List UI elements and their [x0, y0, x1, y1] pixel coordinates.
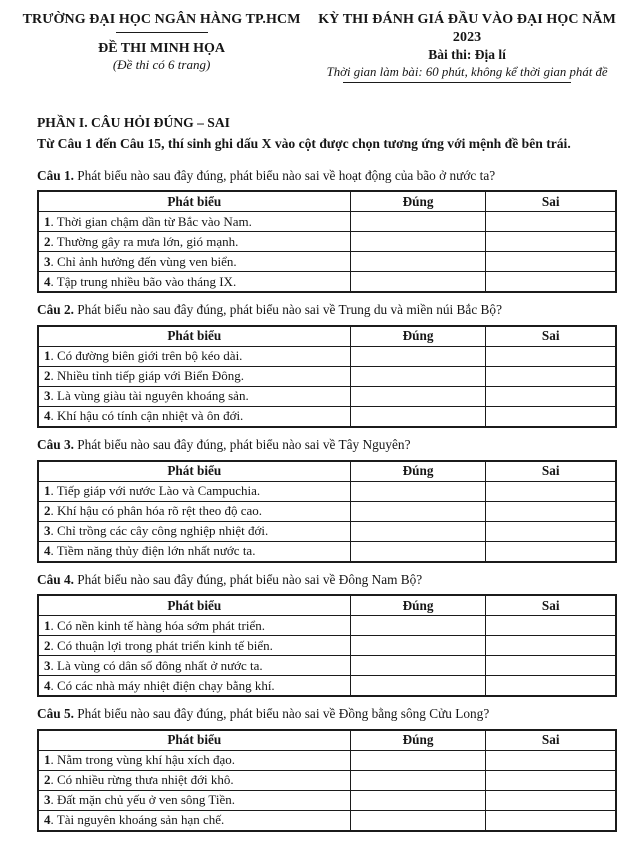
answer-cell-false[interactable]	[486, 387, 616, 407]
statement-text: . Tài nguyên khoáng sản hạn chế.	[50, 812, 225, 828]
statement-cell	[38, 810, 350, 831]
statement-text: . Thường gây ra mưa lớn, gió mạnh.	[50, 233, 239, 249]
statement-cell	[38, 541, 350, 562]
answer-cell-true[interactable]	[350, 367, 486, 387]
answer-cell-true[interactable]	[350, 790, 486, 810]
statement-number: 4	[44, 408, 51, 424]
header-right-block	[305, 11, 629, 83]
statement-row	[38, 501, 616, 521]
duration-underline	[343, 82, 571, 83]
question-1-title	[37, 168, 617, 185]
statement-row	[38, 212, 616, 232]
statement-row	[38, 770, 616, 790]
statement-row	[38, 616, 616, 636]
statement-text: . Chỉ ảnh hưởng đến vùng ven biển.	[50, 253, 237, 269]
statement-cell	[38, 790, 350, 810]
question-1-number: Câu 1.	[37, 167, 74, 183]
question-block-1	[37, 168, 617, 294]
question-3-title	[37, 437, 617, 454]
answer-cell-false[interactable]	[486, 770, 616, 790]
statement-number: 3	[44, 792, 51, 808]
part-heading: PHẦN I. CÂU HỎI ĐÚNG – SAI	[37, 114, 230, 130]
answer-cell-false[interactable]	[486, 252, 616, 272]
question-4-title	[37, 572, 617, 589]
statement-cell	[38, 232, 350, 252]
statement-text: . Có thuận lợi trong phát triển kinh tế biển.	[50, 637, 273, 653]
table-header-row	[38, 730, 616, 751]
school-name: TRƯỜNG ĐẠI HỌC NGÂN HÀNG TP.HCM	[22, 12, 301, 27]
true-column-header: Đúng	[350, 730, 486, 751]
statement-text: . Là vùng giàu tài nguyên khoáng sản.	[50, 388, 249, 404]
table-header-row	[38, 326, 616, 347]
answer-cell-true[interactable]	[350, 656, 486, 676]
answer-cell-true[interactable]	[350, 272, 486, 293]
answer-cell-true[interactable]	[350, 501, 486, 521]
statement-column-header: Phát biểu	[38, 595, 350, 616]
statement-text: . Chỉ trồng các cây công nghiệp nhiệt đới.	[50, 523, 269, 539]
statement-row	[38, 387, 616, 407]
statement-number: 3	[44, 388, 51, 404]
page-count-note: (Đề thi có 6 trang)	[112, 57, 211, 72]
table-header-row	[38, 191, 616, 212]
answer-cell-true[interactable]	[350, 387, 486, 407]
statement-cell	[38, 367, 350, 387]
answer-cell-true[interactable]	[350, 636, 486, 656]
true-column-header: Đúng	[350, 461, 486, 482]
statement-row	[38, 790, 616, 810]
answer-cell-true[interactable]	[350, 770, 486, 790]
answer-cell-true[interactable]	[350, 252, 486, 272]
true-column-header: Đúng	[350, 595, 486, 616]
statement-number: 1	[44, 348, 51, 364]
statement-row	[38, 481, 616, 501]
answer-cell-false[interactable]	[486, 232, 616, 252]
statement-text: . Là vùng có dân số đông nhất ở nước ta.	[50, 657, 263, 673]
false-column-header: Sai	[486, 595, 616, 616]
answer-cell-false[interactable]	[486, 676, 616, 697]
answer-cell-false[interactable]	[486, 790, 616, 810]
statement-cell	[38, 272, 350, 293]
statement-text: . Tiềm năng thủy điện lớn nhất nước ta.	[50, 543, 256, 559]
question-3-table	[37, 460, 617, 563]
statement-text: . Nằm trong vùng khí hậu xích đạo.	[50, 752, 235, 768]
question-4-table	[37, 594, 617, 697]
answer-cell-false[interactable]	[486, 750, 616, 770]
statement-number: 1	[44, 213, 51, 229]
question-block-3	[37, 437, 617, 563]
school-name-underline	[116, 32, 208, 33]
answer-cell-true[interactable]	[350, 541, 486, 562]
statement-cell	[38, 750, 350, 770]
question-4-text: Phát biểu nào sau đây đúng, phát biểu nào sai về Đông Nam Bộ?	[73, 571, 423, 587]
answer-cell-false[interactable]	[486, 501, 616, 521]
statement-row	[38, 676, 616, 697]
statement-cell	[38, 770, 350, 790]
answer-cell-true[interactable]	[350, 810, 486, 831]
statement-row	[38, 541, 616, 562]
statement-cell	[38, 212, 350, 232]
statement-row	[38, 252, 616, 272]
statement-number: 2	[44, 637, 51, 653]
statement-row	[38, 656, 616, 676]
exam-name: KỲ THI ĐÁNH GIÁ ĐẦU VÀO ĐẠI HỌC NĂM 2023	[318, 12, 616, 45]
statement-text: . Thời gian chậm dần từ Bắc vào Nam.	[50, 213, 252, 229]
statement-row	[38, 272, 616, 293]
statement-text: . Có đường biên giới trên bộ kéo dài.	[50, 348, 243, 364]
question-2-number: Câu 2.	[37, 302, 74, 318]
answer-cell-false[interactable]	[486, 521, 616, 541]
answer-cell-false[interactable]	[486, 810, 616, 831]
false-column-header: Sai	[486, 326, 616, 347]
answer-cell-false[interactable]	[486, 616, 616, 636]
statement-column-header: Phát biểu	[38, 461, 350, 482]
statement-number: 4	[44, 677, 51, 693]
answer-cell-false[interactable]	[486, 367, 616, 387]
answer-cell-false[interactable]	[486, 656, 616, 676]
statement-row	[38, 521, 616, 541]
question-2-table	[37, 325, 617, 428]
answer-cell-false[interactable]	[486, 272, 616, 293]
statement-text: . Tiếp giáp với nước Lào và Campuchia.	[50, 483, 261, 499]
duration-line: Thời gian làm bài: 60 phút, không kể thời gian phát đề	[326, 64, 608, 79]
true-column-header: Đúng	[350, 326, 486, 347]
table-header-row	[38, 461, 616, 482]
answer-cell-false[interactable]	[486, 481, 616, 501]
statement-column-header: Phát biểu	[38, 730, 350, 751]
statement-text: . Tập trung nhiều bão vào tháng IX.	[50, 273, 237, 289]
answer-cell-true[interactable]	[350, 212, 486, 232]
document-header	[18, 11, 629, 83]
statement-cell	[38, 252, 350, 272]
statement-cell	[38, 616, 350, 636]
question-block-4	[37, 572, 617, 698]
statement-row	[38, 232, 616, 252]
answer-cell-true[interactable]	[350, 232, 486, 252]
statement-cell	[38, 636, 350, 656]
question-3-text: Phát biểu nào sau đây đúng, phát biểu nào sai về Tây Nguyên?	[73, 437, 411, 453]
statement-cell	[38, 501, 350, 521]
question-1-text: Phát biểu nào sau đây đúng, phát biểu nào sai về hoạt động của bão ở nước ta?	[73, 167, 496, 183]
statement-number: 1	[44, 483, 51, 499]
statement-number: 3	[44, 253, 51, 269]
answer-cell-true[interactable]	[350, 616, 486, 636]
statement-number: 4	[44, 543, 51, 559]
statement-row	[38, 407, 616, 428]
question-block-2	[37, 302, 617, 428]
statement-cell	[38, 676, 350, 697]
statement-number: 2	[44, 503, 51, 519]
answer-cell-false[interactable]	[486, 347, 616, 367]
answer-cell-false[interactable]	[486, 541, 616, 562]
question-1-table	[37, 190, 617, 293]
statement-column-header: Phát biểu	[38, 191, 350, 212]
question-5-number: Câu 5.	[37, 706, 74, 722]
statement-number: 3	[44, 657, 51, 673]
false-column-header: Sai	[486, 730, 616, 751]
statement-row	[38, 636, 616, 656]
statement-number: 3	[44, 523, 51, 539]
statement-cell	[38, 407, 350, 428]
statement-row	[38, 810, 616, 831]
exam-type: ĐỀ THI MINH HỌA	[98, 40, 226, 56]
answer-cell-true[interactable]	[350, 750, 486, 770]
answer-cell-false[interactable]	[486, 636, 616, 656]
statement-number: 1	[44, 752, 51, 768]
question-2-title	[37, 302, 617, 319]
question-2-text: Phát biểu nào sau đây đúng, phát biểu nào sai về Trung du và miền núi Bắc Bộ?	[73, 302, 502, 318]
header-left-block	[18, 11, 305, 73]
question-5-title	[37, 706, 617, 723]
statement-text: . Khí hậu có tính cận nhiệt và ôn đới.	[50, 408, 244, 424]
instruction-line: Từ Câu 1 đến Câu 15, thí sinh ghi dấu X vào cột được chọn tương ứng với mệnh đề bên trái.	[37, 135, 571, 151]
statement-number: 4	[44, 812, 51, 828]
true-column-header: Đúng	[350, 191, 486, 212]
statement-text: . Có nhiều rừng thưa nhiệt đới khô.	[50, 772, 234, 788]
answer-cell-true[interactable]	[350, 676, 486, 697]
statement-text: . Nhiều tỉnh tiếp giáp với Biển Đông.	[50, 368, 245, 384]
statement-column-header: Phát biểu	[38, 326, 350, 347]
statement-cell	[38, 521, 350, 541]
false-column-header: Sai	[486, 461, 616, 482]
answer-cell-false[interactable]	[486, 407, 616, 428]
statement-number: 2	[44, 772, 51, 788]
question-5-text: Phát biểu nào sau đây đúng, phát biểu nào sai về Đồng bằng sông Cửu Long?	[73, 706, 490, 722]
answer-cell-false[interactable]	[486, 212, 616, 232]
answer-cell-true[interactable]	[350, 521, 486, 541]
statement-row	[38, 750, 616, 770]
question-5-table	[37, 729, 617, 832]
answer-cell-true[interactable]	[350, 407, 486, 428]
statement-cell	[38, 481, 350, 501]
statement-number: 2	[44, 233, 51, 249]
statement-text: . Có các nhà máy nhiệt điện chạy bằng khí.	[50, 677, 275, 693]
statement-text: . Khí hậu có phân hóa rõ rệt theo độ cao.	[50, 503, 263, 519]
statement-cell	[38, 387, 350, 407]
question-4-number: Câu 4.	[37, 571, 74, 587]
statement-row	[38, 347, 616, 367]
subject-line: Bài thi: Địa lí	[428, 47, 506, 62]
statement-number: 4	[44, 273, 51, 289]
statement-number: 2	[44, 368, 51, 384]
statement-cell	[38, 656, 350, 676]
question-3-number: Câu 3.	[37, 437, 74, 453]
statement-row	[38, 367, 616, 387]
question-block-5	[37, 706, 617, 832]
statement-text: . Có nền kinh tế hàng hóa sớm phát triển.	[50, 617, 265, 633]
statement-text: . Đất mặn chủ yếu ở ven sông Tiền.	[50, 792, 236, 808]
answer-cell-true[interactable]	[350, 481, 486, 501]
table-header-row	[38, 595, 616, 616]
statement-number: 1	[44, 617, 51, 633]
false-column-header: Sai	[486, 191, 616, 212]
statement-cell	[38, 347, 350, 367]
answer-cell-true[interactable]	[350, 347, 486, 367]
